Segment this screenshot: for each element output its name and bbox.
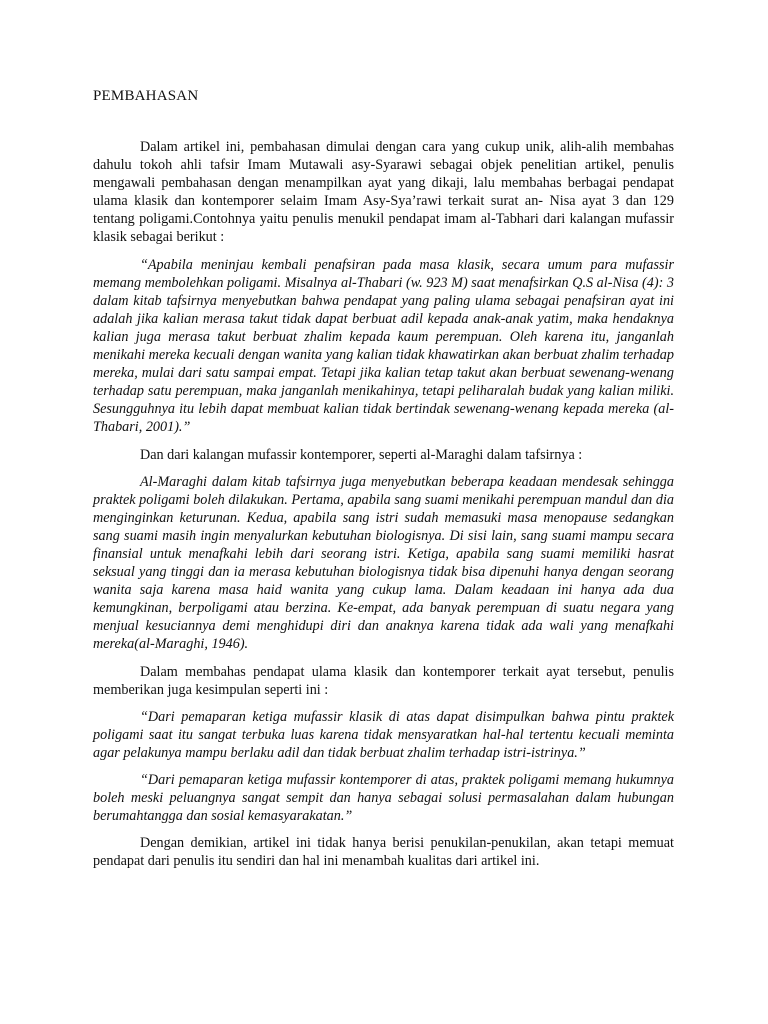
section-heading: PEMBAHASAN (93, 88, 199, 104)
quote-contemporary-conclusion: “Dari pemaparan ketiga mufassir kontemporer di atas, praktek poligami memang hukumnya boleh meski peluangnya sangat sempit dan hanya sebagai solusi permasalahan dalam hubungan berumahtangga dan sosial kemasyarakatan.” (93, 772, 674, 825)
intro-paragraph: Dalam artikel ini, pembahasan dimulai dengan cara yang cukup unik, alih-alih membahas dahulu tokoh ahli tafsir Imam Mutawali asy-Syarawi sebagai objek penelitian artikel, penulis mengawali pembahasan dengan menampilkan ayat yang dikaji, lalu membahas berbagai pendapat ulama klasik dan kontemporer selaim Imam Asy-Sya’rawi terkait surat an- Nisa ayat 3 dan 129 tentang poligami.Contohnya yaitu penulis menukil pendapat imam al-Tabhari dari kalangan mufassir klasik sebagai berikut : (93, 139, 674, 246)
quote-classic-conclusion: “Dari pemaparan ketiga mufassir klasik di atas dapat disimpulkan bahwa pintu praktek poligami saat itu sangat terbuka luas karena tidak mensyaratkan hal-hal tertentu kecuali meminta agar pelakunya mampu berlaku adil dan tidak berbuat zhalim terhadap istri-istrinya.” (93, 708, 674, 761)
conclusion-intro-paragraph: Dalam membahas pendapat ulama klasik dan kontemporer terkait ayat tersebut, penulis memberikan juga kesimpulan seperti ini : (93, 663, 674, 698)
quote-al-maraghi: Al-Maraghi dalam kitab tafsirnya juga menyebutkan beberapa keadaan mendesak sehingga praktek poligami boleh dilakukan. Pertama, apabila sang suami menikahi perempuan mandul dan dia menginginkan keturunan. Kedua, apabila sang istri sudah memasuki masa menopause sedangkan sang suami masih ingin menyalurkan kebutuhan biologisnya. Di sisi lain, sang suami mampu secara finansial untuk menafkahi lebih dari seorang istri. Ketiga, apabila sang suami memiliki hasrat seksual yang tinggi dan ia merasa kebutuhan biologisnya tidak bisa dipenuhi hanya dengan seorang wanita saja karena masa haid wanita yang cukup lama. Dalam keadaan ini hanya ada dua kemungkinan, berpoligami atau berzina. Ke-empat, ada banyak perempuan di suatu negara yang menjual kesuciannya demi menghidupi diri dan anaknya karena tidak ada wali yang menafkahi mereka(al-Maraghi, 1946). (93, 473, 674, 653)
closing-paragraph: Dengan demikian, artikel ini tidak hanya berisi penukilan-penukilan, akan tetapi memuat pendapat dari penulis itu sendiri dan hal ini menambah kualitas dari artikel ini. (93, 835, 674, 870)
transition-paragraph: Dan dari kalangan mufassir kontemporer, seperti al-Maraghi dalam tafsirnya : (140, 446, 583, 463)
quote-al-thabari: “Apabila meninjau kembali penafsiran pada masa klasik, secara umum para mufassir memang membolehkan poligami. Misalnya al-Thabari (w. 923 M) saat menafsirkan Q.S al-Nisa (4): 3 dalam kitab tafsirnya menyebutkan bahwa pendapat yang paling ulama sebagai penafsiran ayat ini adalah jika kalian merasa takut tidak dapat berbuat adil kepada anak-anak yatim, maka hendaknya kalian juga merasa takut berbuat zhalim kepada kaum perempuan. Oleh karena itu, janganlah menikahi mereka kecuali dengan wanita yang kalian tidak khawatirkan akan berbuat zhalim terhadap mereka, mulai dari satu sampai empat. Tetapi jika kalian tetap takut akan berbuat sewenang-wenang terhadap satu perempuan, maka janganlah menikahinya, tetapi peliharalah budak yang kalian miliki. Sesungguhnya itu lebih dapat membuat kalian tidak bertindak sewenang-wenang kepada mereka (al-Thabari, 2001).” (93, 256, 674, 436)
